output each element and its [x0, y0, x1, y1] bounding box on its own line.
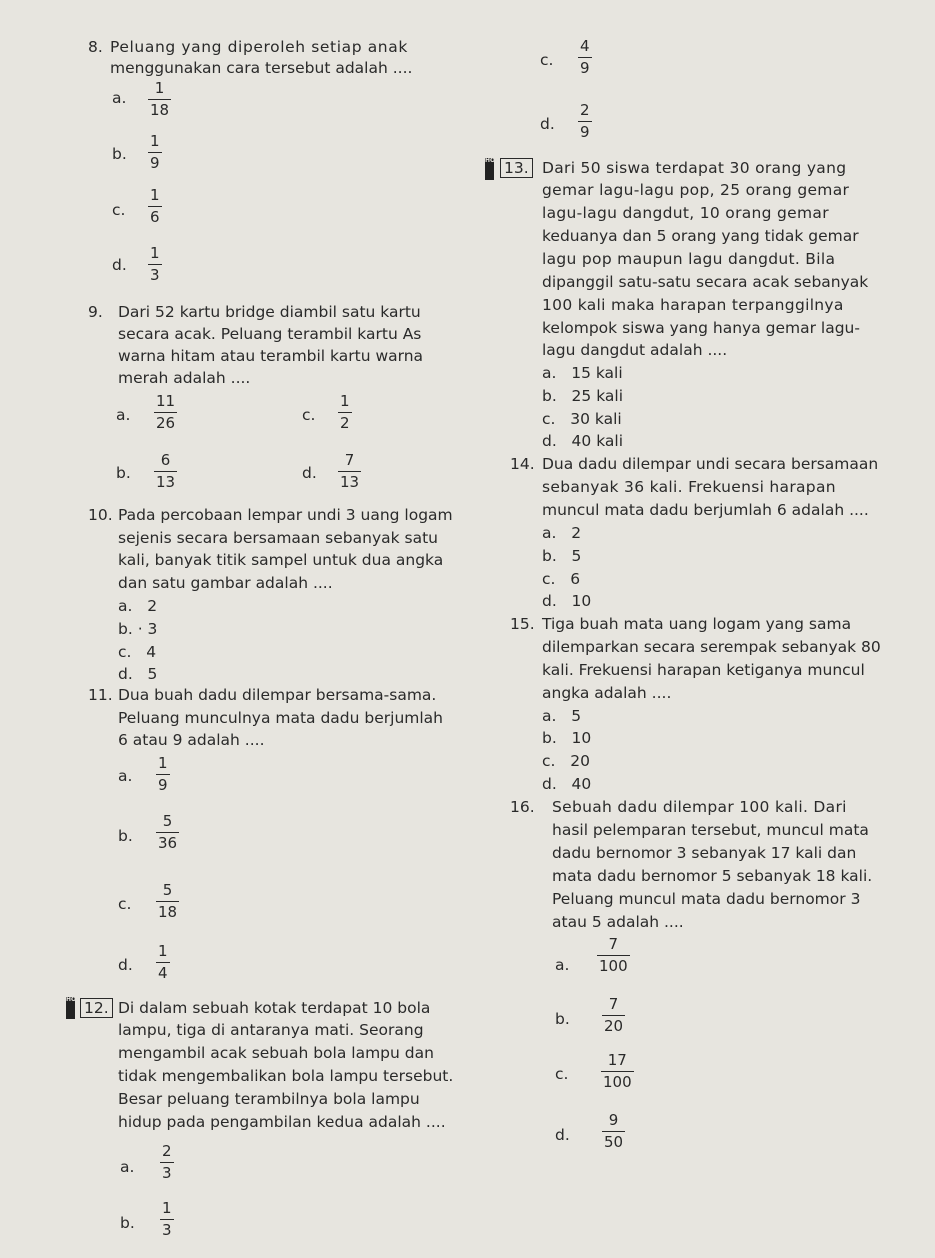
q12-option-a-fraction[interactable] [160, 1143, 174, 1182]
numerator: 1 [158, 754, 168, 772]
q8-option-d-fraction[interactable] [148, 245, 162, 284]
q15-text-line: angka adalah .... [542, 684, 672, 702]
hots-badge-q12 [66, 996, 85, 1019]
q13-text-line: 100 kali maka harapan terpanggilnya [542, 296, 844, 314]
q13-text-line: lagu dangdut adalah .... [542, 341, 728, 359]
q11-text-line: 6 atau 9 adalah .... [118, 731, 265, 749]
q11-option-c-label: c. [118, 895, 132, 913]
numerator: 6 [160, 451, 171, 469]
q8-text-line: menggunakan cara tersebut adalah .... [110, 59, 413, 77]
numerator: 7 [344, 451, 355, 469]
q13-number: 13. [500, 158, 533, 178]
q10-option-d[interactable]: d. 5 [118, 665, 158, 683]
denominator: 9 [580, 123, 590, 141]
q15-text-line: kali. Frekuensi harapan ketiganya muncul [542, 661, 865, 679]
q14-option-b[interactable]: b. 5 [542, 547, 582, 565]
q16-option-b-fraction[interactable] [602, 996, 625, 1035]
q8-option-c-right-fraction[interactable] [578, 38, 592, 77]
q14-number: 14. [510, 455, 535, 473]
denominator: 9 [580, 59, 590, 77]
numerator: 2 [580, 101, 590, 119]
q12-text-line: hidup pada pengambilan kedua adalah .... [118, 1113, 446, 1131]
q15-option-c[interactable]: c. 20 [542, 752, 590, 770]
denominator: 13 [340, 473, 360, 491]
q13-text-line: kelompok siswa yang hanya gemar lagu- [542, 319, 860, 337]
q9-text-line: Dari 52 kartu bridge diambil satu kartu [118, 303, 421, 321]
q9-option-a-fraction[interactable] [154, 393, 177, 432]
numerator: 4 [580, 37, 590, 55]
q13-option-b[interactable]: b. 25 kali [542, 387, 624, 405]
numerator: 9 [608, 1111, 619, 1129]
q15-text-line: Tiga buah mata uang logam yang sama [542, 615, 852, 633]
q13-text-line: keduanya dan 5 orang yang tidak gemar [542, 227, 859, 245]
denominator: 6 [150, 208, 160, 226]
q8-option-b-fraction[interactable] [148, 133, 162, 172]
q15-option-a[interactable]: a. 5 [542, 707, 582, 725]
q16-option-a-fraction[interactable] [597, 936, 630, 975]
q12-option-b-label: b. [120, 1214, 135, 1232]
denominator: 100 [603, 1073, 632, 1091]
q10-number: 10. [88, 506, 113, 524]
q13-option-d[interactable]: d. 40 kali [542, 432, 624, 450]
q13-option-a[interactable]: a. 15 kali [542, 364, 623, 382]
numerator: 1 [162, 1199, 172, 1217]
q13-option-c[interactable]: c. 30 kali [542, 410, 622, 428]
q13-text-line: Dari 50 siswa terdapat 30 orang yang [542, 159, 847, 177]
numerator: 1 [154, 79, 165, 97]
q16-option-b-label: b. [555, 1010, 570, 1028]
denominator: 50 [604, 1133, 624, 1151]
denominator: 4 [158, 964, 168, 982]
denominator: 36 [158, 834, 178, 852]
numerator: 1 [150, 132, 160, 150]
q14-text-line: sebanyak 36 kali. Frekuensi harapan [542, 478, 836, 496]
q13-text-line: lagu-lagu dangdut, 10 orang gemar [542, 204, 829, 222]
q13-number-box [500, 158, 533, 178]
q9-option-d-fraction[interactable] [338, 452, 361, 491]
q15-text-line: dilemparkan secara serempak sebanyak 80 [542, 638, 881, 656]
q12-option-a-label: a. [120, 1158, 135, 1176]
q14-option-c[interactable]: c. 6 [542, 570, 581, 588]
q16-option-c-label: c. [555, 1065, 569, 1083]
hots-badge-label: HOTS [66, 996, 85, 1003]
q9-option-c-fraction[interactable] [338, 393, 352, 432]
q8-option-d-label: d. [112, 256, 127, 274]
q16-number: 16. [510, 798, 535, 816]
q10-option-a[interactable]: a. 2 [118, 597, 158, 615]
q16-option-d-fraction[interactable] [602, 1112, 625, 1151]
denominator: 2 [340, 414, 350, 432]
hots-badge-q13 [485, 157, 504, 180]
q12-option-b-fraction[interactable] [160, 1200, 174, 1239]
q16-text-line: atau 5 adalah .... [552, 913, 684, 931]
denominator: 18 [150, 101, 170, 119]
numerator: 2 [162, 1142, 172, 1160]
q16-option-c-fraction[interactable] [601, 1052, 634, 1091]
q16-text-line: hasil pelemparan tersebut, muncul mata [552, 821, 869, 839]
numerator: 1 [150, 244, 160, 262]
q10-option-c[interactable]: c. 4 [118, 643, 157, 661]
q11-text-line: Peluang munculnya mata dadu berjumlah [118, 709, 444, 727]
denominator: 20 [604, 1017, 624, 1035]
numerator: 1 [150, 186, 160, 204]
q10-text-line: Pada percobaan lempar undi 3 uang logam [118, 506, 453, 524]
q8-number: 8. [88, 38, 103, 56]
q8-option-c-label: c. [112, 201, 126, 219]
q9-option-b-label: b. [116, 464, 131, 482]
q12-text-line: tidak mengembalikan bola lampu tersebut. [118, 1067, 454, 1085]
q15-number: 15. [510, 615, 535, 633]
q11-number: 11. [88, 686, 113, 704]
numerator: 7 [608, 935, 619, 953]
q15-option-b[interactable]: b. 10 [542, 729, 592, 747]
q11-option-d-label: d. [118, 956, 133, 974]
q8-option-a-label: a. [112, 89, 127, 107]
q12-number-box [80, 998, 113, 1018]
q14-option-d[interactable]: d. 10 [542, 592, 592, 610]
q16-text-line: Sebuah dadu dilempar 100 kali. Dari [552, 798, 847, 816]
q12-text-line: lampu, tiga di antaranya mati. Seorang [118, 1021, 424, 1039]
denominator: 3 [150, 266, 160, 284]
denominator: 3 [162, 1221, 172, 1239]
q9-number: 9. [88, 303, 103, 321]
numerator: 1 [340, 392, 350, 410]
q8-option-c-right-label: c. [540, 51, 554, 69]
q14-option-a[interactable]: a. 2 [542, 524, 582, 542]
q9-option-b-fraction[interactable] [154, 452, 177, 491]
q16-text-line: Peluang muncul mata dadu bernomor 3 [552, 890, 861, 908]
numerator: 1 [158, 942, 168, 960]
q9-text-line: secara acak. Peluang terambil kartu As [118, 325, 422, 343]
q8-option-d-right-label: d. [540, 115, 555, 133]
q12-text-line: mengambil acak sebuah bola lampu dan [118, 1044, 434, 1062]
denominator: 3 [162, 1164, 172, 1182]
q14-text-line: muncul mata dadu berjumlah 6 adalah .... [542, 501, 869, 519]
q16-text-line: dadu bernomor 3 sebanyak 17 kali dan [552, 844, 857, 862]
denominator: 13 [156, 473, 176, 491]
numerator: 17 [607, 1051, 627, 1069]
numerator: 5 [162, 812, 173, 830]
q8-option-a-fraction[interactable] [148, 80, 171, 119]
q11-option-d-fraction[interactable] [156, 943, 170, 982]
q8-option-b-label: b. [112, 145, 127, 163]
q11-option-a-fraction[interactable] [156, 755, 170, 794]
numerator: 7 [608, 995, 619, 1013]
q9-text-line: merah adalah .... [118, 369, 251, 387]
denominator: 9 [158, 776, 168, 794]
denominator: 18 [158, 903, 178, 921]
denominator: 26 [156, 414, 176, 432]
q9-option-c-label: c. [302, 406, 316, 424]
q8-option-c-fraction[interactable] [148, 187, 162, 226]
q10-text-line: kali, banyak titik sampel untuk dua angka [118, 551, 444, 569]
numerator: 11 [156, 392, 176, 410]
q8-text-line: Peluang yang diperoleh setiap anak [110, 38, 408, 56]
q9-option-d-label: d. [302, 464, 317, 482]
q10-text-line: dan satu gambar adalah .... [118, 574, 333, 592]
q16-option-a-label: a. [555, 956, 570, 974]
denominator: 9 [150, 154, 160, 172]
q11-option-b-fraction[interactable] [156, 813, 179, 852]
q12-text-line: Di dalam sebuah kotak terdapat 10 bola [118, 999, 431, 1017]
q16-text-line: mata dadu bernomor 5 sebanyak 18 kali. [552, 867, 873, 885]
q9-option-a-label: a. [116, 406, 131, 424]
q11-option-a-label: a. [118, 767, 133, 785]
q10-option-b[interactable]: b. · 3 [118, 620, 158, 638]
q15-option-d[interactable]: d. 40 [542, 775, 592, 793]
hots-badge-label: HOTS [485, 157, 504, 164]
q11-option-b-label: b. [118, 827, 133, 845]
q14-text-line: Dua dadu dilempar undi secara bersamaan [542, 455, 879, 473]
numerator: 5 [162, 881, 173, 899]
q16-option-d-label: d. [555, 1126, 570, 1144]
q11-option-c-fraction[interactable] [156, 882, 179, 921]
denominator: 100 [599, 957, 628, 975]
q10-text-line: sejenis secara bersamaan sebanyak satu [118, 529, 439, 547]
q9-text-line: warna hitam atau terambil kartu warna [118, 347, 424, 365]
q12-text-line: Besar peluang terambilnya bola lampu [118, 1090, 420, 1108]
q13-text-line: dipanggil satu-satu secara acak sebanyak [542, 273, 869, 291]
q12-number: 12. [80, 998, 113, 1018]
q8-option-d-right-fraction[interactable] [578, 102, 592, 141]
q13-text-line: gemar lagu-lagu pop, 25 orang gemar [542, 181, 850, 199]
q13-text-line: lagu pop maupun lagu dangdut. Bila [542, 250, 836, 268]
q11-text-line: Dua buah dadu dilempar bersama-sama. [118, 686, 437, 704]
